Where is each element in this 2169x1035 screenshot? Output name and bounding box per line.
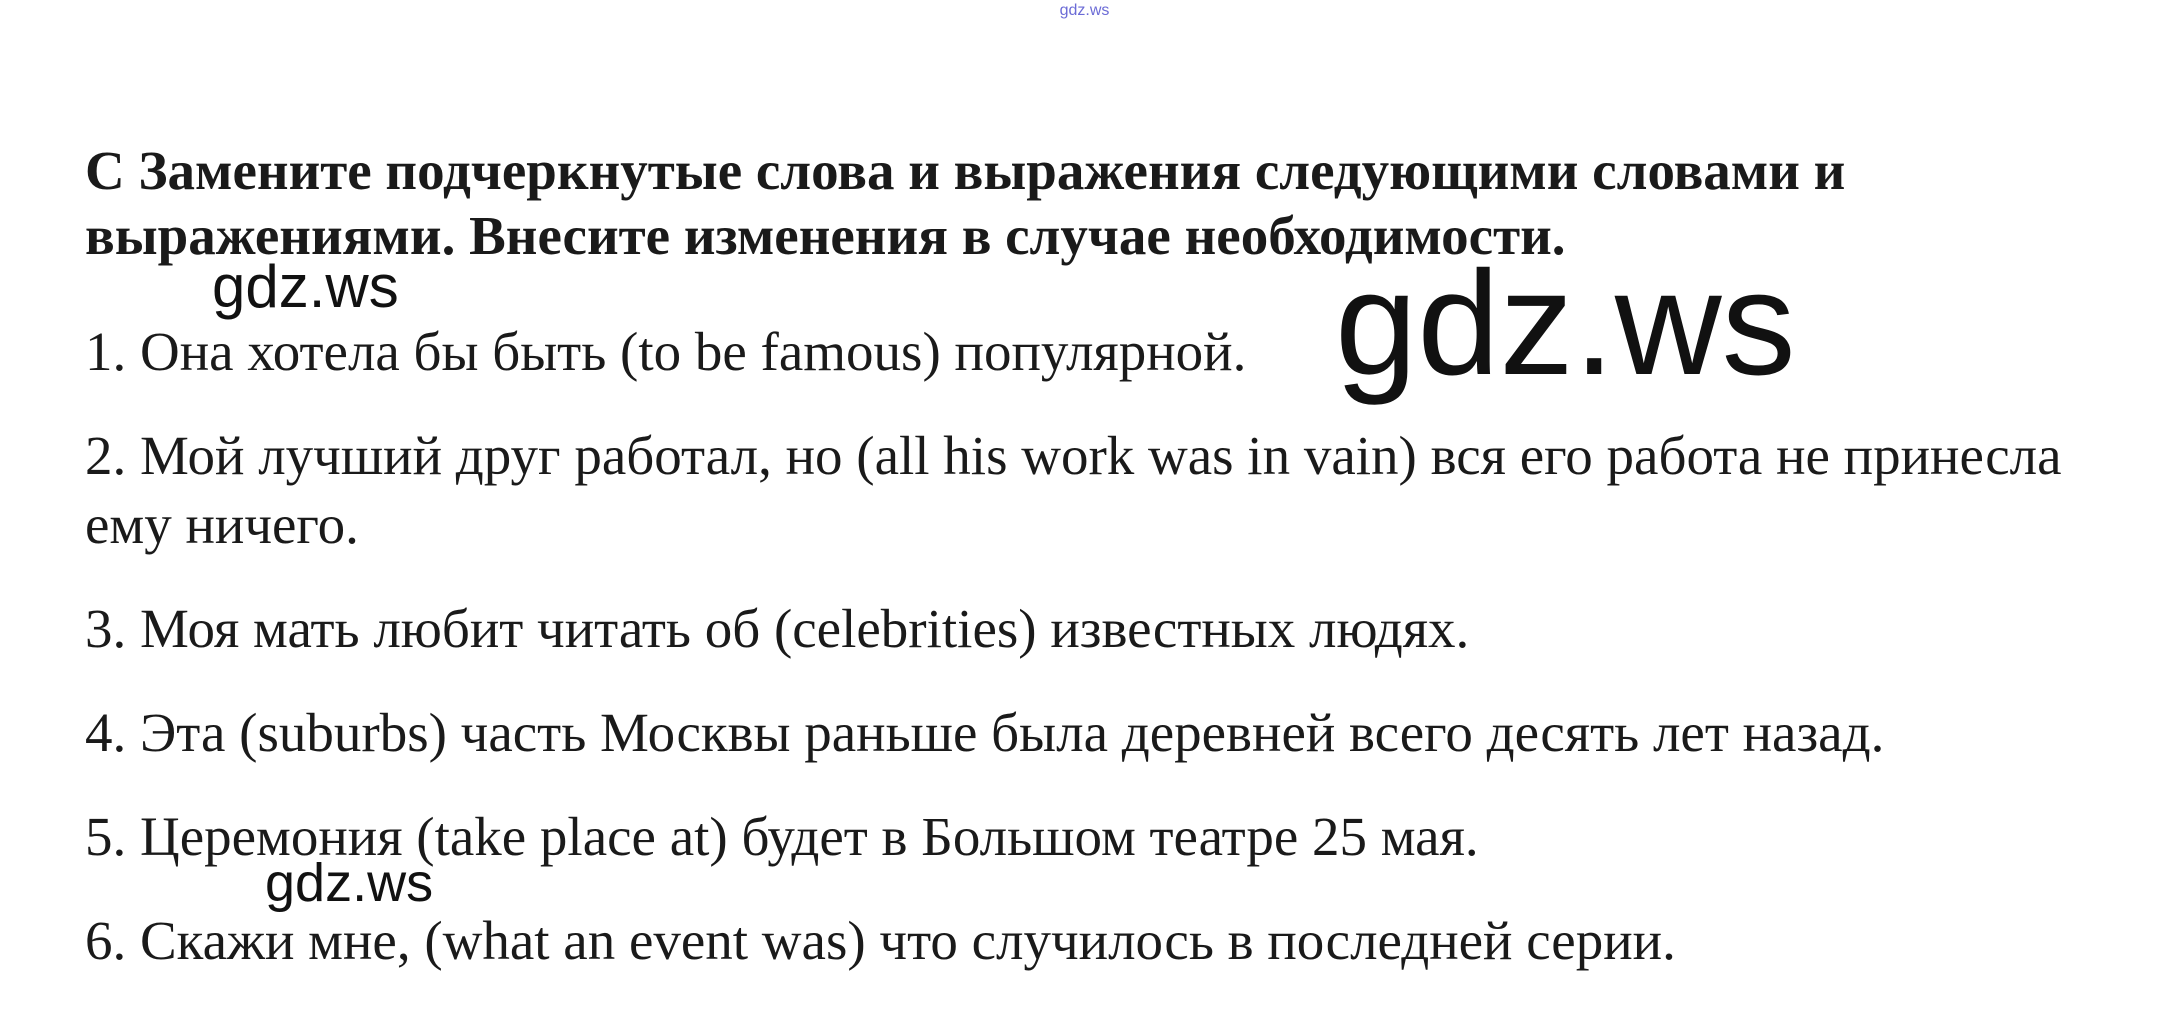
exercise-item-2: 2. Мой лучший друг работал, но (all his work was in vain) вся его работа не принесла ему ничего. <box>85 425 2062 555</box>
exercise-item-4: 4. Эта (suburbs) часть Москвы раньше была деревней всего десять лет назад. <box>85 702 1885 763</box>
exercise-item-3: 3. Моя мать любит читать об (celebrities) известных людях. <box>85 598 1470 659</box>
exercise-heading: С Замените подчеркнутые слова и выражения следующими словами и выражениями. Внесите изменения в случае необходимости. <box>85 140 1846 266</box>
watermark-large: gdz.ws <box>1335 241 1796 406</box>
exercise-item-5: 5. Церемония (take place at) будет в Большом театре 25 мая. <box>85 806 1479 867</box>
watermark-small-2: gdz.ws <box>265 853 434 913</box>
exercise-item-1: 1. Она хотела бы быть (to be famous) популярной. <box>85 321 1247 382</box>
exercise-item-6: 6. Скажи мне, (what an event was) что случилось в последней серии. <box>85 910 1676 971</box>
top-watermark: gdz.ws <box>1059 2 1110 19</box>
watermark-small-1: gdz.ws <box>212 253 399 320</box>
